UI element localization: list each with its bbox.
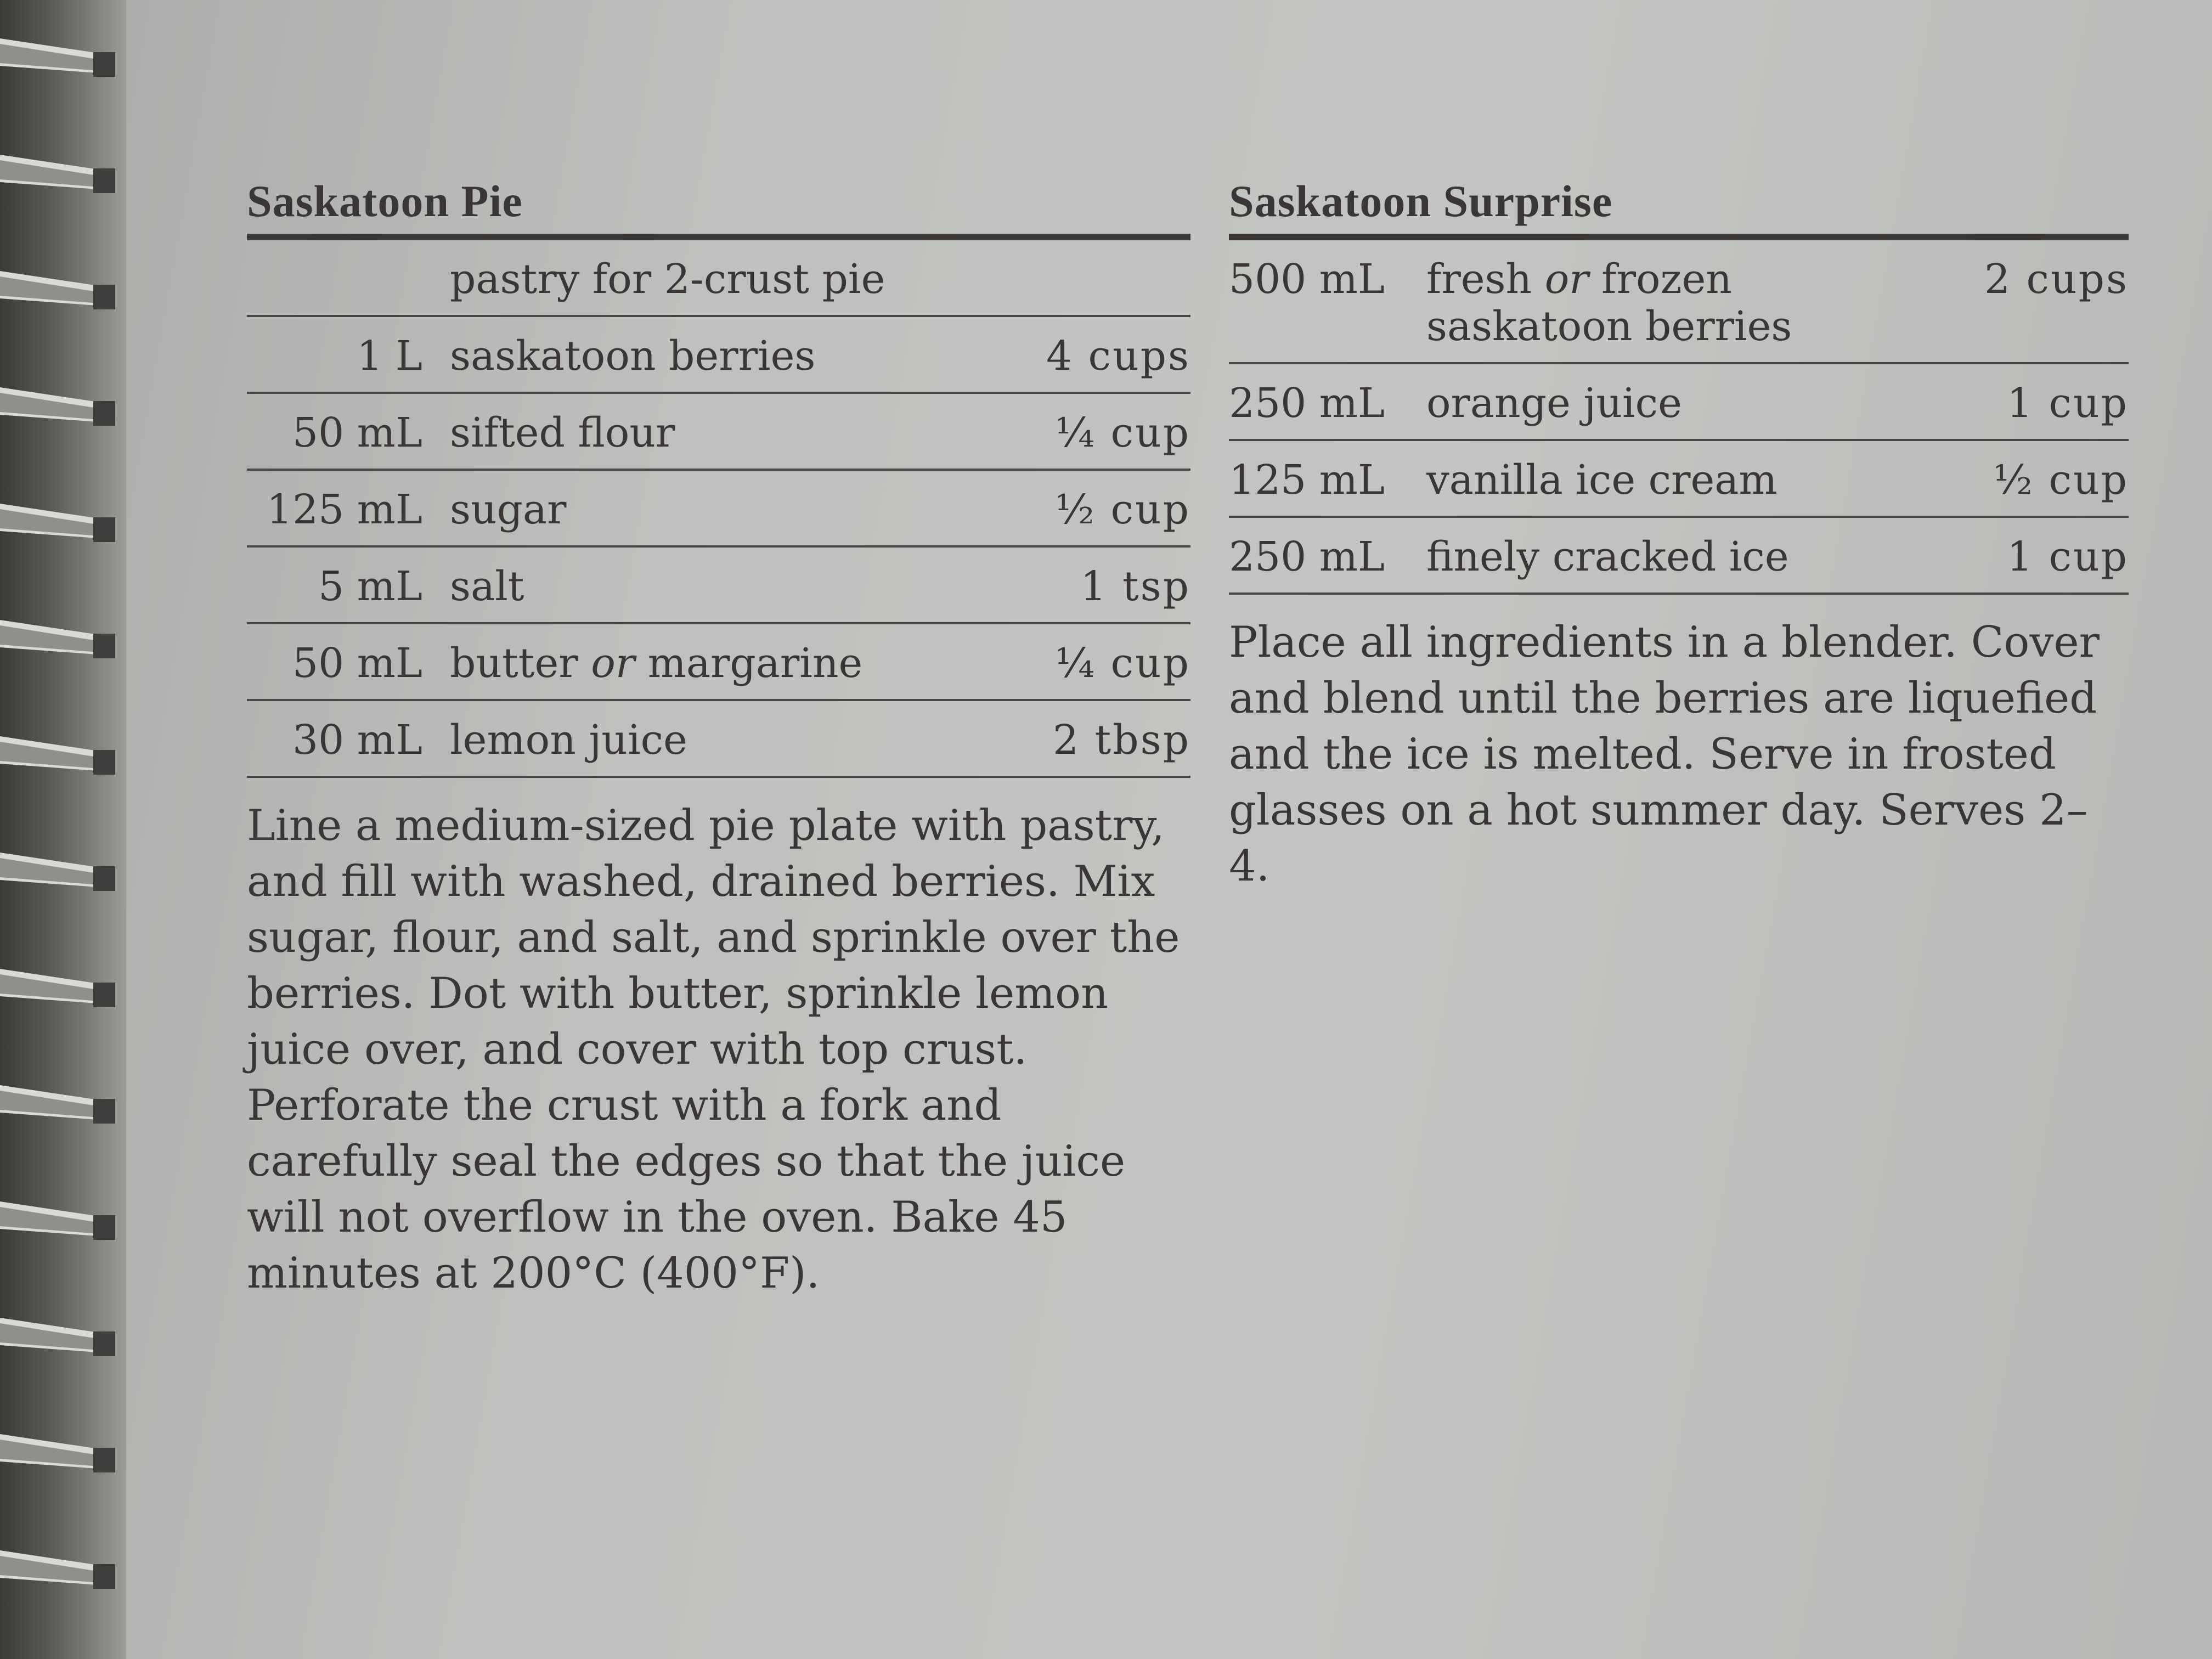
ingredient-row	[1229, 518, 2129, 595]
imperial-amount: 1 cup	[2006, 533, 2129, 580]
ingredient-name-line2: saskatoon berries	[1426, 303, 1792, 350]
metric-amount: 5 mL	[318, 563, 422, 610]
ingredient-name: pastry for 2-crust pie	[450, 256, 885, 303]
recipe-title: Saskatoon Pie	[247, 176, 1190, 240]
imperial-amount: 4 cups	[1046, 332, 1190, 380]
binding-coil	[0, 255, 118, 320]
imperial-amount: 2 tbsp	[1052, 716, 1190, 764]
metric-amount: 250 mL	[1229, 533, 1385, 580]
ingredient-name: vanilla ice cream	[1426, 456, 1778, 504]
ingredient-name: saskatoon berries	[450, 332, 816, 380]
binding-coil	[0, 1069, 118, 1135]
binding-coil	[0, 371, 118, 437]
ingredient-row	[247, 240, 1190, 317]
binding-coil	[0, 952, 118, 1018]
metric-amount: 50 mL	[292, 409, 422, 456]
imperial-amount: 1 cup	[2006, 380, 2129, 427]
binding-coil	[0, 138, 118, 204]
ingredient-name: orange juice	[1426, 380, 1682, 427]
recipe-title: Saskatoon Surprise	[1229, 176, 2129, 240]
ingredient-row	[247, 548, 1190, 624]
binding-coil	[0, 487, 118, 553]
binding-coil	[0, 836, 118, 902]
ingredient-row	[247, 394, 1190, 471]
ingredient-name: sugar	[450, 486, 567, 533]
ingredient-list	[247, 240, 1190, 778]
binding-coil	[0, 1418, 118, 1483]
ingredient-name: lemon juice	[450, 716, 687, 764]
ingredient-row	[247, 624, 1190, 701]
spiral-binding	[0, 0, 126, 1659]
binding-coil	[0, 603, 118, 669]
metric-amount: 1 L	[357, 332, 422, 380]
binding-coil	[0, 720, 118, 786]
recipe-saskatoon-pie	[247, 176, 1190, 1301]
imperial-amount: ½ cup	[1993, 456, 2129, 504]
ingredient-row	[247, 471, 1190, 548]
ingredient-row	[1229, 364, 2129, 441]
metric-amount: 500 mL	[1229, 256, 1385, 303]
ingredient-name-part: frozen	[1588, 256, 1732, 303]
binding-coil	[0, 1301, 118, 1367]
metric-amount: 125 mL	[266, 486, 422, 533]
ingredient-name-italic: or	[1544, 256, 1589, 303]
ingredient-name-italic: or	[591, 640, 635, 687]
ingredient-name	[450, 640, 1026, 687]
ingredient-row	[1229, 240, 2129, 364]
recipe-method: Line a medium-sized pie plate with pastry, and fill with washed, drained berries. Mix sugar, flour, and salt, and sprinkle over the berries. Dot with butter, sprinkle lemon juice over, and cover with top crust. Perforate the crust with a fork and carefully seal the edges so that the juice will not overflow in the oven. Bake 45 minutes at 200°C (400°F).	[247, 801, 1180, 1298]
imperial-amount: ¼ cup	[1055, 409, 1190, 456]
imperial-amount: ½ cup	[1055, 486, 1190, 533]
metric-amount: 125 mL	[1229, 456, 1385, 504]
ingredient-name-part: margarine	[635, 640, 863, 687]
ingredient-row	[247, 317, 1190, 394]
binding-coil	[0, 1185, 118, 1251]
imperial-amount: 2 cups	[1984, 256, 2129, 303]
ingredient-name: salt	[450, 563, 524, 610]
metric-amount: 50 mL	[292, 640, 422, 687]
imperial-amount: 1 tsp	[1080, 563, 1190, 610]
ingredient-name-part: fresh	[1426, 256, 1545, 303]
imperial-amount: ¼ cup	[1055, 640, 1190, 687]
ingredient-name: sifted flour	[450, 409, 675, 456]
ingredient-row	[247, 701, 1190, 778]
ingredient-list	[1229, 240, 2129, 595]
metric-amount: 30 mL	[292, 716, 422, 764]
recipe-method: Place all ingredients in a blender. Cover and blend until the berries are liquefied and the ice is melted. Serve in frosted glasses on a hot summer day. Serves 2–4.	[1229, 618, 2100, 891]
ingredient-row	[1229, 441, 2129, 518]
binding-coil	[0, 1534, 118, 1600]
ingredient-name	[1426, 256, 1964, 350]
ingredient-name: finely cracked ice	[1426, 533, 1789, 580]
recipe-saskatoon-surprise	[1229, 176, 2129, 894]
ingredient-name-part: butter	[450, 640, 591, 687]
metric-amount: 250 mL	[1229, 380, 1385, 427]
binding-coil	[0, 22, 118, 88]
